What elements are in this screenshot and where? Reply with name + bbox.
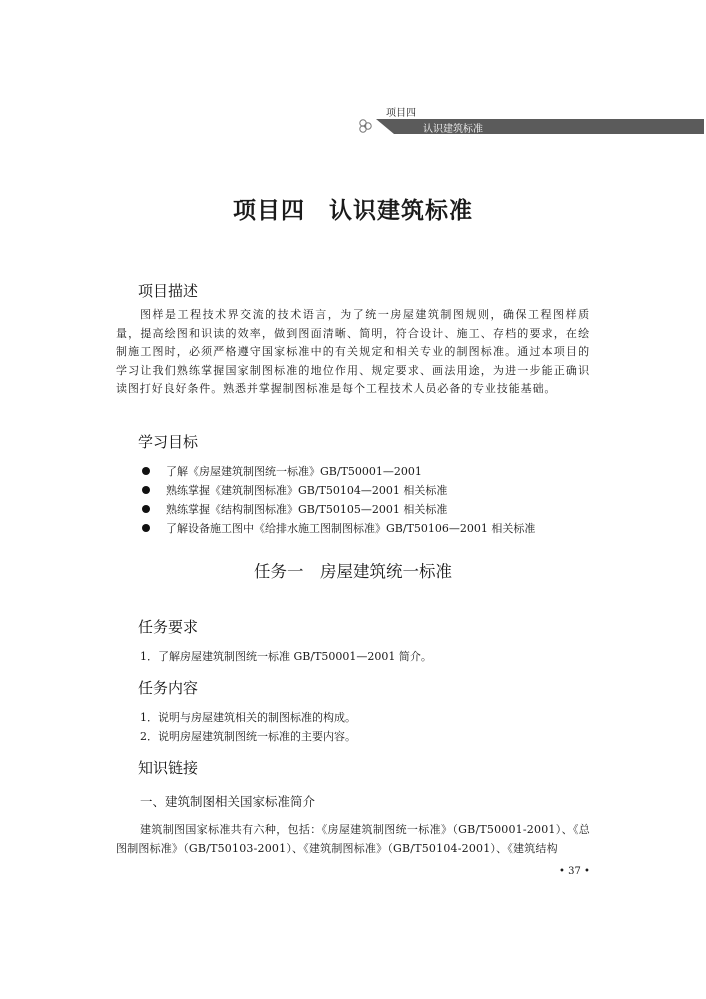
list-item: 了解《房屋建筑制图统一标准》GB/T50001—2001: [142, 462, 535, 481]
page-title: 项目四 认识建筑标准: [233, 198, 473, 224]
bullet-icon: [142, 505, 150, 513]
section-heading-objectives: 学习目标: [138, 433, 199, 451]
section-heading-knowledge: 知识链接: [138, 759, 199, 777]
requirement-item: 1．了解房屋建筑制图统一标准 GB/T50001—2001 简介。: [140, 650, 432, 663]
subsection-heading: 一、建筑制图相关国家标准简介: [140, 794, 316, 809]
list-item: 熟练掌握《结构制图标准》GB/T50105—2001 相关标准: [142, 500, 535, 519]
section-heading-requirements: 任务要求: [138, 618, 199, 636]
header-band-text: 认识建筑标准: [423, 124, 483, 135]
section-heading-content: 任务内容: [138, 679, 199, 697]
task-title: 任务一 房屋建筑统一标准: [254, 562, 452, 581]
bullet-icon: [142, 524, 150, 532]
list-item: 熟练掌握《建筑制图标准》GB/T50104—2001 相关标准: [142, 481, 535, 500]
bullet-icon: [142, 467, 150, 475]
flower-icon: [356, 117, 376, 135]
bullet-icon: [142, 486, 150, 494]
header-project-label: 项目四: [386, 108, 416, 119]
objectives-list: [142, 462, 535, 538]
knowledge-paragraph: 建筑制图国家标准共有六种，包括：《房屋建筑制图统一标准》（GB/T50001-2001）、《总图制图标准》（GB/T50103-2001）、《建筑制图标准》（GB/T50104-2001）、《建筑结构: [116, 823, 590, 855]
section-heading-description: 项目描述: [138, 282, 199, 300]
content-item: 2．说明房屋建筑制图统一标准的主要内容。: [140, 730, 356, 743]
description-paragraph: 图样是工程技术界交流的技术语言，为了统一房屋建筑制图规则，确保工程图样质量，提高绘图和识读的效率，做到图面清晰、简明，符合设计、施工、存档的要求，在绘制施工图时，必须严格遵守国家标准中的有关规定和相关专业的制图标准。通过本项目的学习让我们熟练掌握国家制图标准的地位作用、规定要求、画法用途，为进一步能正确识读图打好良好条件。熟悉并掌握制图标准是每个工程技术人员必备的专业技能基础。: [116, 308, 590, 395]
content-item: 1．说明与房屋建筑相关的制图标准的构成。: [140, 711, 356, 724]
list-item: 了解设备施工图中《给排水施工图制图标准》GB/T50106—2001 相关标准: [142, 519, 535, 538]
page-number: • 37 •: [559, 866, 590, 877]
